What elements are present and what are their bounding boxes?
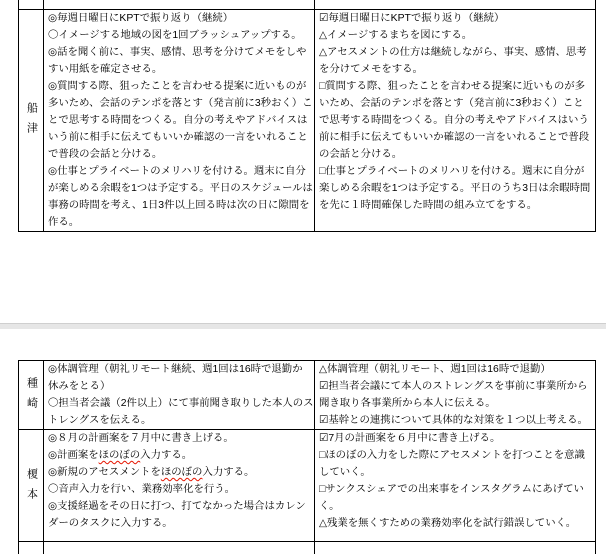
plan-lines xyxy=(48,10,313,231)
text-line: □質問する際、狙ったことを言わせる提案に近いものが多 xyxy=(319,80,586,92)
text-line: く。 xyxy=(319,501,340,512)
text-line: △残業を無くすための業務効率化を試行錯誤していく。 xyxy=(319,518,577,529)
text-line: いため、会話のテンポを落とす（発言前に3秒おく）こと xyxy=(319,97,584,109)
text-line: 〇担当者会議（2件以上）にて事前聞き取りした本人のス xyxy=(48,398,314,409)
staff-name: 船津 xyxy=(25,102,38,142)
text-line: ダーのタスクに入力する。 xyxy=(48,518,173,529)
review-cell[interactable] xyxy=(315,361,596,430)
plan-cell[interactable] xyxy=(44,9,315,231)
table-row-partial xyxy=(19,542,596,554)
text-line: いう前に相手に伝えてもいいか確認の一言をいれること xyxy=(48,131,308,143)
table-cell-empty xyxy=(44,0,315,9)
table-cell-empty xyxy=(315,0,596,9)
text-line: が楽しめる余暇を1つは予定する。平日のスケジュールは xyxy=(48,182,313,194)
text-line: △体調管理（朝礼リモート、週1回は16時で退勤） xyxy=(319,364,551,375)
staff-name-cell[interactable] xyxy=(19,430,44,542)
text-line: ◎質問する際、狙ったことを言わせる提案に近いものが xyxy=(48,80,307,92)
text-line: □サンクスシェアでの出来事をインスタグラムにあげてい xyxy=(319,484,584,495)
text-line: 〇イメージする地域の図を1回ブラッシュアップする。 xyxy=(48,29,302,41)
text-line: 〇音声入力を行い、業務効率化を行う。 xyxy=(48,484,236,495)
text-line: ◎仕事とプライベートのメリハリを付ける。週末に自分 xyxy=(48,165,306,177)
plan-cell[interactable] xyxy=(44,361,315,430)
text-line: □ほのぼの入力をした際にアセスメントを打つことを意識 xyxy=(319,450,585,461)
text-line xyxy=(48,447,313,464)
review-cell[interactable] xyxy=(315,430,596,542)
text-line: 作る。 xyxy=(48,216,80,228)
text-line: ◎支援経過をその日に打つ、打てなかった場合はカレン xyxy=(48,501,306,512)
staff-name: 榎本 xyxy=(25,467,38,508)
text-segment: ◎新規のアセスメントを xyxy=(48,467,161,478)
text-line: ◎話を聞く前に、事実、感情、思考を分けてメモをしや xyxy=(48,46,307,58)
table-row xyxy=(19,361,596,430)
text-segment: 入力する。 xyxy=(140,450,193,461)
review-table xyxy=(18,360,596,554)
text-line: □仕事とプライベートのメリハリを付ける。週末に自分が xyxy=(319,165,585,177)
text-line: ☑基幹との連携について具体的な対策を１つ以上考える。 xyxy=(319,415,588,426)
spellcheck-underlined-word: ほのぼの xyxy=(160,467,203,478)
text-line: ◎体調管理（朝礼リモート継続、週1回は16時で退勤か xyxy=(48,364,303,375)
review-lines xyxy=(319,10,594,214)
table-cell-empty xyxy=(44,542,315,554)
staff-name-cell[interactable] xyxy=(19,361,44,430)
text-line xyxy=(48,464,313,481)
text-line: △イメージするまちを図にする。 xyxy=(319,29,473,41)
table-row xyxy=(19,430,596,542)
table-row-partial xyxy=(19,0,596,9)
text-line: すい用紙を確定させる。 xyxy=(48,63,163,75)
table-cell-empty xyxy=(19,542,44,554)
page-break xyxy=(0,323,606,329)
plan-lines xyxy=(48,361,313,429)
text-line: 聞き取り各事業所から本人に伝える。 xyxy=(319,398,496,409)
review-cell[interactable] xyxy=(315,9,596,231)
text-line: の会話と分ける。 xyxy=(319,148,403,160)
text-line: ☑担当者会議にて本人のストレングスを事前に事業所から xyxy=(319,381,588,392)
text-segment: ◎計画案を xyxy=(48,450,99,461)
text-line: △アセスメントの仕方は継続しながら、事実、感情、思考 xyxy=(319,46,587,58)
text-line: 楽しめる余暇を1つは予定する。平日のうち3日は余暇時間 xyxy=(319,182,591,194)
table-cell-empty xyxy=(315,542,596,554)
text-line: 前に相手に伝えてもいいか確認の一言をいれることで普段 xyxy=(319,131,590,143)
review-lines xyxy=(319,430,594,532)
text-line: 事務の時間を考え、1日3件以上回る時は次の日に隙間を xyxy=(48,199,310,211)
text-line: ◎８月の計画案を７月中に書き上げる。 xyxy=(48,433,234,444)
text-line: していく。 xyxy=(319,467,371,478)
table-row xyxy=(19,9,596,231)
staff-name-cell[interactable] xyxy=(19,9,44,231)
text-segment: 入力する。 xyxy=(202,467,255,478)
text-line: とで思考する時間をつくる。自分の考えやアドバイスは xyxy=(48,114,308,126)
plan-lines xyxy=(48,430,313,532)
review-lines xyxy=(319,361,594,429)
text-line: 休みをとる） xyxy=(48,381,111,392)
table-cell-empty xyxy=(19,0,44,9)
plan-cell[interactable] xyxy=(44,430,315,542)
text-line: で普段の会話と分ける。 xyxy=(48,148,163,160)
review-table-continued xyxy=(18,0,596,232)
text-line: トレングスを伝える。 xyxy=(48,415,152,426)
spellcheck-underlined-word: ほのぼの xyxy=(98,450,141,461)
text-line: 多いため、会話のテンポを落とす（発言前に3秒おく）こ xyxy=(48,97,313,109)
text-line: ◎毎週日曜日にKPTで振り返り（継続） xyxy=(48,12,234,24)
staff-name: 種崎 xyxy=(25,377,38,417)
text-line: ☑7月の計画案を６月中に書き上げる。 xyxy=(319,433,501,444)
text-line: を分けてメモをする。 xyxy=(319,63,423,75)
text-line: で思考する時間をつくる。自分の考えやアドバイスはいう xyxy=(319,114,589,126)
text-line: を先に１時間確保した時間の組み立てをする。 xyxy=(319,199,538,211)
text-line: ☑毎週日曜日にKPTで振り返り（継続） xyxy=(319,12,505,24)
